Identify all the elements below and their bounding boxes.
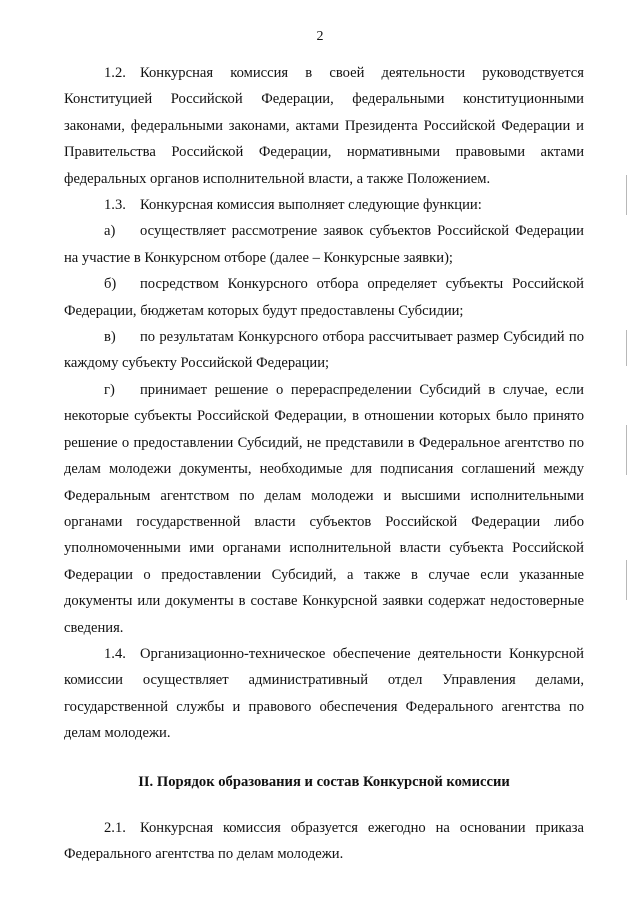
paragraph-number: 1.4. [104,645,126,662]
section-heading: II. Порядок образования и состав Конкурсной комиссии [138,773,510,790]
list-item-text: осуществляет рассмотрение заявок субъектов Российской Федерации на участие в Конкурсном отборе (далее – Конкурсные заявки); [64,223,584,266]
paragraph-1-3 [64,192,584,218]
list-item-text: принимает решение о перераспределении Субсидий в случае, если некоторые субъекты Российской Федерации, в отношении которых было принято решение о предоставлении Субсидий, не представили в Федеральное агентство по делам молодежи документы, необходимые для подписания соглашений между Федеральным агентством по делам молодежи и высшими исполнительными органами государственной власти субъектов Российской Федерации либо уполномоченными ими органами исполнительной власти субъекта Российской Федерации о предоставлении Субсидий, а также в случае если указанные документы или документы в составе Конкурсной заявки содержат недостоверные сведения. [64,381,584,636]
scan-artifact-line [626,330,627,366]
paragraph-number: 2.1. [104,819,126,836]
paragraph-text: Конкурсная комиссия в своей деятельности руководствуется Конституцией Российской Федерации, федеральными конституционными законами, федеральными законами, актами Президента Российской Федерации и Правительства Российской Федерации, нормативными правовыми актами федеральных органов исполнительной власти, а также Положением. [64,65,584,187]
paragraph-text: Конкурсная комиссия выполняет следующие функции: [140,197,482,214]
paragraph-2-1 [64,815,584,868]
list-marker: б) [104,276,117,293]
scan-artifact-line [626,175,627,215]
list-item-g [64,377,584,641]
list-marker: г) [104,381,115,398]
paragraph-number: 1.2. [104,65,126,81]
list-marker: а) [104,223,116,240]
scan-artifact-line [626,425,627,475]
list-item-v [64,324,584,377]
paragraph-1-4 [64,641,584,747]
scan-artifact-line [626,560,627,600]
list-marker: в) [104,329,116,346]
paragraph-1-2 [64,60,584,192]
list-item-text: по результатам Конкурсного отбора рассчитывает размер Субсидий по каждому субъекту Российской Федерации; [64,329,584,372]
document-body [64,60,584,867]
list-item-text: посредством Конкурсного отбора определяет субъекты Российской Федерации, бюджетам которых будут предоставлены Субсидии; [64,276,584,319]
paragraph-text: Конкурсная комиссия образуется ежегодно на основании приказа Федерального агентства по делам молодежи. [64,819,584,862]
paragraph-text: Организационно-техническое обеспечение деятельности Конкурсной комиссии осуществляет административный отдел Управления делами, государственной службы и правового обеспечения Федерального агентства по делам молодежи. [64,645,584,742]
paragraph-number: 1.3. [104,197,126,214]
list-item-b [64,271,584,324]
page-number: 2 [316,29,324,44]
list-item-a [64,218,584,271]
